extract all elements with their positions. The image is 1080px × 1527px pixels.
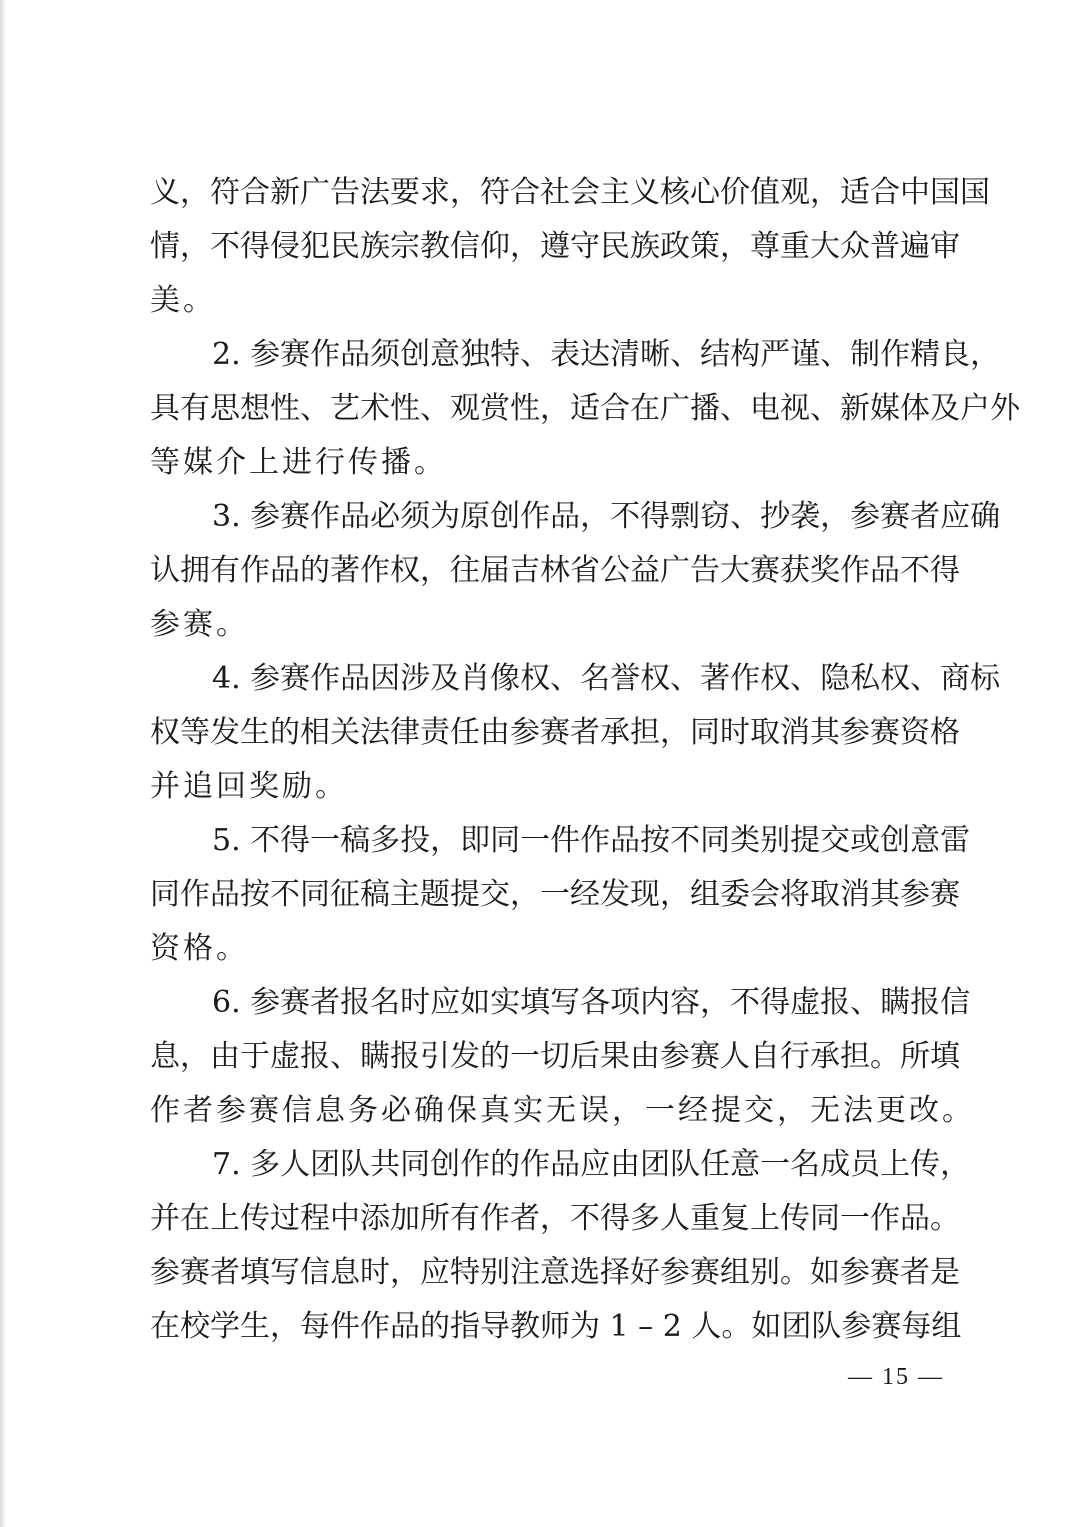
paragraph-5-start: 5. 不得一稿多投，即同一件作品按不同类别提交或创意雷 [212, 823, 971, 858]
text-line: 同作品按不同征稿主题提交，一经发现，组委会将取消其参赛 [150, 877, 960, 912]
text-line: 义，符合新广告法要求，符合社会主义核心价值观，适合中国国 [150, 175, 990, 210]
text-line: 并在上传过程中添加所有作者，不得多人重复上传同一作品。 [150, 1201, 960, 1236]
text-line: 情，不得侵犯民族宗教信仰，遵守民族政策，尊重大众普遍审 [150, 229, 960, 264]
scanned-page-edge [0, 0, 6, 1527]
paragraph-6-start: 6. 参赛者报名时应如实填写各项内容，不得虚报、瞒报信 [212, 985, 971, 1020]
document-body [150, 166, 1020, 1354]
text-line: 等媒介上进行传播。 [150, 445, 447, 480]
text-line: 息，由于虚报、瞒报引发的一切后果由参赛人自行承担。所填 [150, 1039, 960, 1074]
paragraph-3-start: 3. 参赛作品必须为原创作品，不得剽窃、抄袭，参赛者应确 [212, 499, 1001, 534]
text-line: 美。 [150, 283, 216, 318]
paragraph-7-start: 7. 多人团队共同创作的作品应由团队任意一名成员上传， [212, 1147, 971, 1182]
text-line: 作者参赛信息务必确保真实无误，一经提交，无法更改。 [150, 1093, 975, 1128]
text-line: 权等发生的相关法律责任由参赛者承担，同时取消其参赛资格 [150, 715, 960, 750]
page-number: — 15 — [848, 1364, 944, 1390]
text-line: 参赛。 [150, 607, 249, 642]
text-line: 资格。 [150, 931, 249, 966]
text-line: 在校学生，每件作品的指导教师为 1 – 2 人。如团队参赛每组 [150, 1309, 962, 1344]
text-line: 具有思想性、艺术性、观赏性，适合在广播、电视、新媒体及户外 [150, 391, 1020, 426]
paragraph-4-start: 4. 参赛作品因涉及肖像权、名誉权、著作权、隐私权、商标 [212, 661, 1001, 696]
text-line: 认拥有作品的著作权，往届吉林省公益广告大赛获奖作品不得 [150, 553, 960, 588]
text-line: 并追回奖励。 [150, 769, 348, 804]
text-line: 参赛者填写信息时，应特别注意选择好参赛组别。如参赛者是 [150, 1255, 960, 1290]
paragraph-2-start: 2. 参赛作品须创意独特、表达清晰、结构严谨、制作精良， [212, 337, 1001, 372]
